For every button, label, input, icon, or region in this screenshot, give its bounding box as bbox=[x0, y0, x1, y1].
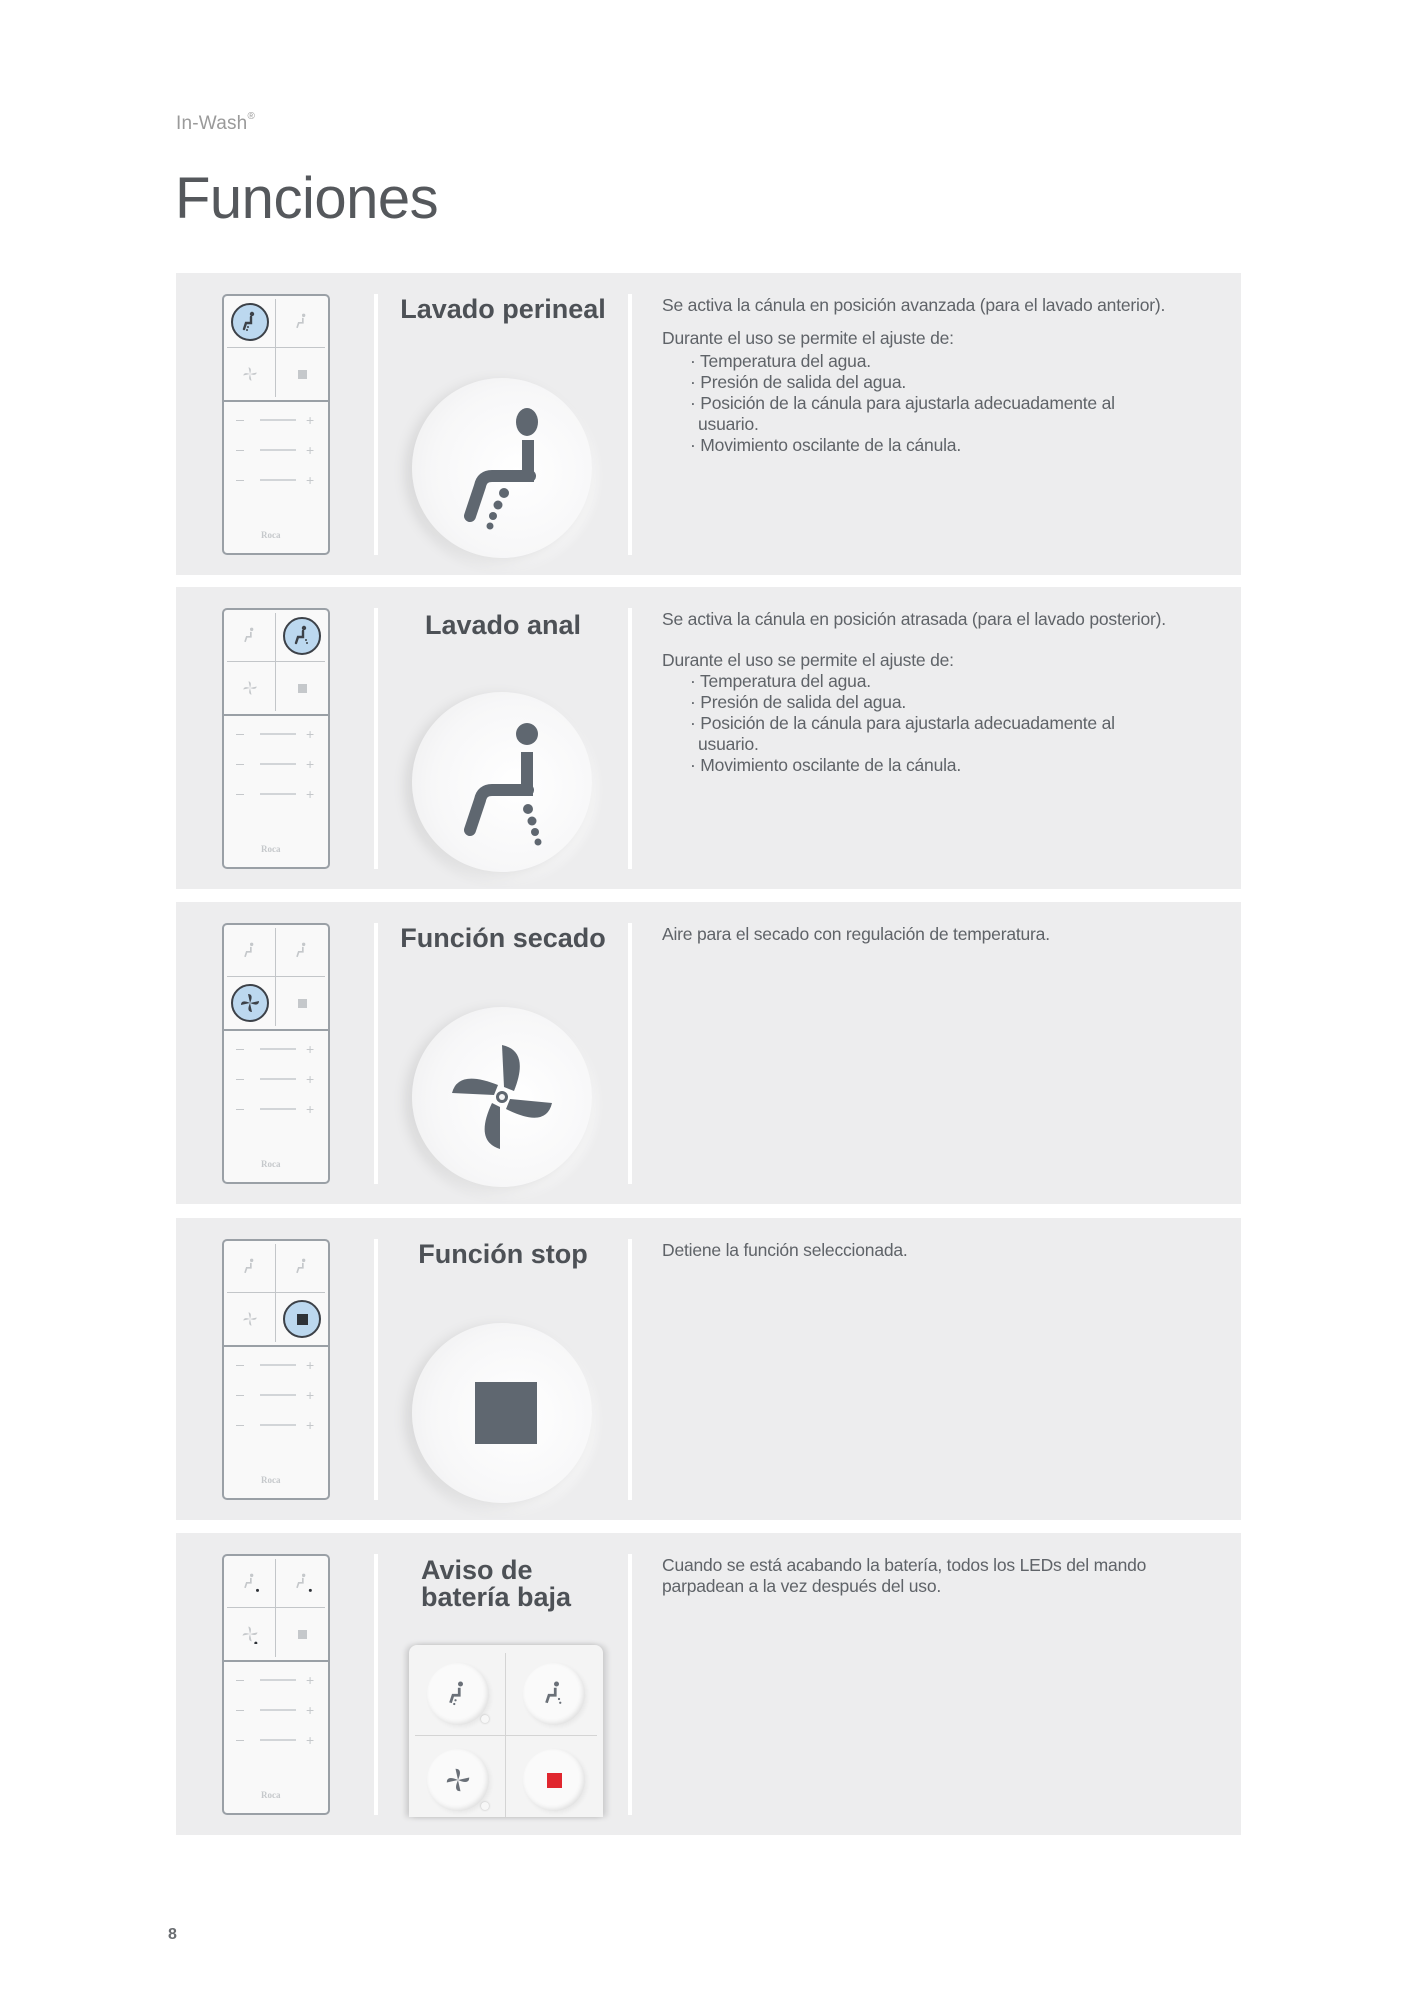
remote-control-diagram: + + + Roca bbox=[222, 1239, 330, 1500]
function-panel-anal bbox=[176, 587, 1241, 889]
perineal-wash-icon bbox=[230, 1562, 270, 1602]
list-item: · Temperatura del agua. bbox=[690, 351, 1222, 372]
stop-icon bbox=[282, 983, 322, 1023]
perineal-wash-icon bbox=[230, 1247, 270, 1287]
stop-icon bbox=[412, 1323, 592, 1503]
anal-wash-icon bbox=[282, 931, 322, 971]
fan-icon bbox=[231, 984, 269, 1022]
page-number: 8 bbox=[168, 1926, 177, 1943]
perineal-wash-icon bbox=[231, 303, 269, 341]
function-name: Función stop bbox=[418, 1239, 588, 1269]
function-description: Detiene la función seleccionada. bbox=[662, 1240, 908, 1260]
remote-logo: Roca bbox=[261, 844, 281, 854]
anal-wash-icon bbox=[282, 1247, 322, 1287]
fan-icon bbox=[230, 1614, 270, 1654]
remote-control-diagram: + + + Roca bbox=[222, 923, 330, 1184]
perineal-wash-icon bbox=[427, 1663, 489, 1725]
remote-control-diagram: + + + Roca bbox=[222, 1554, 330, 1815]
anal-wash-icon bbox=[282, 302, 322, 342]
list-item: · Posición de la cánula para ajustarla adecuadamente al usuario. bbox=[690, 393, 1138, 435]
stop-icon bbox=[523, 1749, 585, 1811]
function-panel-stop bbox=[176, 1218, 1241, 1520]
stop-icon bbox=[282, 354, 322, 394]
anal-wash-icon bbox=[412, 692, 592, 872]
brand-label: In-Wash® bbox=[176, 111, 256, 134]
function-description: Aire para el secado con regulación de temperatura. bbox=[662, 924, 1050, 944]
function-description: Cuando se está acabando la batería, todos los LEDs del mando parpadean a la vez después del uso. bbox=[662, 1555, 1147, 1596]
perineal-wash-icon bbox=[230, 931, 270, 971]
fan-icon bbox=[230, 1299, 270, 1339]
remote-logo: Roca bbox=[261, 1159, 281, 1169]
list-item: · Temperatura del agua. bbox=[690, 671, 1222, 692]
fan-icon bbox=[230, 354, 270, 394]
list-item: · Presión de salida del agua. bbox=[690, 692, 1222, 713]
list-item: · Posición de la cánula para ajustarla adecuadamente al usuario. bbox=[690, 713, 1138, 755]
stop-icon bbox=[282, 1614, 322, 1654]
anal-wash-icon bbox=[283, 617, 321, 655]
list-item: · Movimiento oscilante de la cánula. bbox=[690, 755, 1222, 776]
stop-icon bbox=[283, 1300, 321, 1338]
function-panel-perineal bbox=[176, 273, 1241, 575]
remote-logo: Roca bbox=[261, 530, 281, 540]
stop-icon bbox=[282, 668, 322, 708]
function-name: Lavado perineal bbox=[400, 294, 606, 324]
remote-control-icon bbox=[409, 1645, 603, 1817]
fan-icon bbox=[427, 1749, 489, 1811]
page-title: Funciones bbox=[175, 166, 439, 231]
function-name: Aviso de batería baja bbox=[421, 1555, 572, 1612]
function-description: Se activa la cánula en posición avanzada (para el lavado anterior). Durante el uso se permite el ajuste de: · Temperatura del agua. · Presión de salida del agua. · Posición de la cánula para ajustarla adecuadamente al usuario. · Movimiento oscilante de la cánula. bbox=[662, 295, 1222, 456]
remote-logo: Roca bbox=[261, 1475, 281, 1485]
function-panel-drying bbox=[176, 902, 1241, 1204]
remote-logo: Roca bbox=[261, 1790, 281, 1800]
remote-control-diagram: + + + Roca bbox=[222, 608, 330, 869]
anal-wash-icon bbox=[523, 1663, 585, 1725]
anal-wash-icon bbox=[282, 1562, 322, 1602]
fan-icon bbox=[230, 668, 270, 708]
function-name: Función secado bbox=[400, 923, 606, 953]
function-name: Lavado anal bbox=[424, 610, 582, 640]
fan-icon bbox=[412, 1007, 592, 1187]
list-item: · Movimiento oscilante de la cánula. bbox=[690, 435, 1222, 456]
remote-control-diagram: + + + Roca bbox=[222, 294, 330, 555]
list-item: · Presión de salida del agua. bbox=[690, 372, 1222, 393]
perineal-wash-icon bbox=[230, 616, 270, 656]
function-description: Se activa la cánula en posición atrasada (para el lavado posterior). Durante el uso se permite el ajuste de: · Temperatura del agua. · Presión de salida del agua. · Posición de la cánula para ajustarla adecuadamente al usuario. · Movimiento oscilante de la cánula. bbox=[662, 609, 1222, 776]
perineal-wash-icon bbox=[412, 378, 592, 558]
function-panel-low-battery bbox=[176, 1533, 1241, 1835]
